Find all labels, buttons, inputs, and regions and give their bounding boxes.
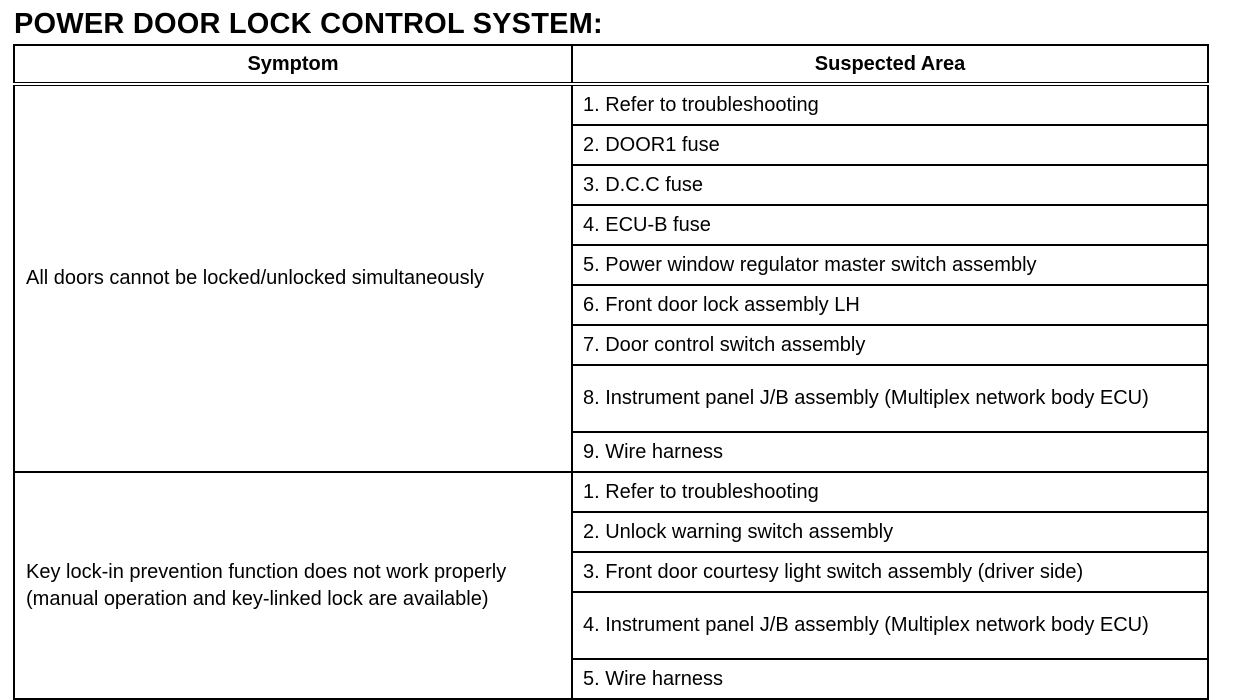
- suspected-area-cell: 5. Power window regulator master switch assembly: [572, 245, 1208, 285]
- suspected-area-cell: 7. Door control switch assembly: [572, 325, 1208, 365]
- suspected-area-cell: 5. Wire harness: [572, 659, 1208, 699]
- symptom-header: Symptom: [14, 45, 572, 84]
- suspected-area-cell: 4. ECU-B fuse: [572, 205, 1208, 245]
- symptom-table: [13, 44, 1209, 700]
- suspected-area-cell: 6. Front door lock assembly LH: [572, 285, 1208, 325]
- suspected-area-cell: 1. Refer to troubleshooting: [572, 472, 1208, 512]
- suspected-area-cell: 2. DOOR1 fuse: [572, 125, 1208, 165]
- suspected-area-cell: 3. Front door courtesy light switch assembly (driver side): [572, 552, 1208, 592]
- suspected-area-cell: 4. Instrument panel J/B assembly (Multiplex network body ECU): [572, 592, 1208, 659]
- suspected-area-header: Suspected Area: [572, 45, 1208, 84]
- table-row: [14, 84, 1208, 125]
- header-row: [14, 45, 1208, 84]
- table-row: [14, 472, 1208, 512]
- suspected-area-cell: 3. D.C.C fuse: [572, 165, 1208, 205]
- symptom-cell: Key lock-in prevention function does not work properly (manual operation and key-linked lock are available): [14, 472, 572, 699]
- suspected-area-cell: 1. Refer to troubleshooting: [572, 84, 1208, 125]
- suspected-area-cell: 8. Instrument panel J/B assembly (Multiplex network body ECU): [572, 365, 1208, 432]
- symptom-cell: All doors cannot be locked/unlocked simultaneously: [14, 84, 572, 472]
- suspected-area-cell: 9. Wire harness: [572, 432, 1208, 472]
- page-title: POWER DOOR LOCK CONTROL SYSTEM:: [14, 8, 603, 40]
- suspected-area-cell: 2. Unlock warning switch assembly: [572, 512, 1208, 552]
